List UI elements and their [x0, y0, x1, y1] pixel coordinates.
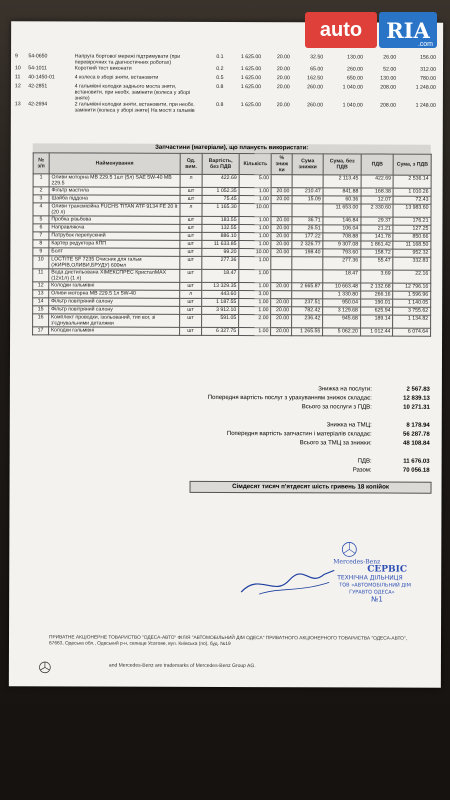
- parts-cell-name: Оливи трансмісійна FUCHS TITAN ATF 9134 FE 20 lt (20 л): [49, 203, 180, 216]
- parts-cell-qty: 5.00: [239, 175, 271, 188]
- service-cell-total: 156.00: [420, 54, 437, 61]
- parts-cell-disc: 2 665.87: [292, 283, 323, 291]
- service-cell-code: 40-1450-01: [28, 74, 55, 81]
- parts-cell-name: Оливи моторна MB 229.5 1шт (5л) SAE 5W-40 MB 229.5: [49, 174, 180, 187]
- parts-cell-vat: 29.37: [361, 217, 394, 225]
- service-cell-qty: 0.8: [216, 83, 224, 90]
- parts-cell-disc: 2 326.77: [292, 241, 323, 249]
- parts-cell-unit: шт: [180, 282, 202, 290]
- parts-cell-qty: 1.00: [239, 270, 271, 283]
- parts-cell-name: Болт: [49, 248, 180, 256]
- parts-cell-sum: 5 062.20: [323, 328, 361, 336]
- service-row: [13, 101, 438, 114]
- parts-cell-pct: 20.00: [271, 328, 292, 336]
- parts-header-cell: № з/п: [33, 153, 49, 174]
- parts-cell-total: 1 134.82: [393, 315, 431, 328]
- parts-cell-name: Направляюча: [49, 224, 180, 232]
- parts-cell-sum: 841.88: [323, 188, 361, 196]
- total-label: ПДВ:: [357, 458, 372, 465]
- parts-cell-sum: 1 330.80: [323, 291, 361, 299]
- parts-cell-n: 8: [33, 240, 49, 248]
- service-cell-price: 1 625.00: [240, 84, 262, 91]
- parts-cell-sum: 945.68: [323, 315, 361, 328]
- parts-cell-price: 591.05: [201, 314, 238, 327]
- parts-cell-qty: 1.00: [239, 283, 271, 291]
- parts-row: [33, 314, 431, 328]
- parts-cell-qty: 1.00: [239, 217, 271, 225]
- service-cell-code: 42-2694: [28, 101, 48, 108]
- parts-cell-total: 13 983.60: [393, 204, 431, 217]
- parts-cell-pct: [271, 175, 292, 188]
- service-cell-sum_disc: 260.00: [307, 84, 324, 91]
- parts-cell-price: 1 165.30: [202, 203, 239, 216]
- parts-cell-disc: 210.47: [292, 188, 323, 196]
- parts-cell-price: 183.55: [202, 216, 239, 224]
- parts-cell-name: Патрубок перепускний: [49, 232, 180, 240]
- service-cell-n: 12: [14, 83, 21, 90]
- service-cell-n: 10: [14, 65, 21, 72]
- parts-cell-name: Фільтр мастила: [49, 187, 180, 195]
- parts-cell-n: 15: [33, 306, 49, 314]
- total-value: [378, 413, 430, 422]
- parts-header-cell: Кількість: [239, 154, 271, 175]
- service-cell-sum_disc: 65.00: [310, 66, 324, 73]
- service-cell-disc: 20.00: [276, 75, 290, 82]
- parts-cell-unit: шт: [180, 314, 202, 327]
- parts-cell-name: Комплект проводки, ізольований, тип вог, зі з'єднувальними деталями: [49, 314, 180, 327]
- parts-cell-pct: 20.00: [271, 196, 292, 204]
- parts-cell-disc: [292, 270, 323, 283]
- handwritten-signature: [239, 562, 339, 602]
- parts-header-cell: % зниж ки: [272, 154, 293, 175]
- parts-cell-unit: шт: [180, 269, 202, 282]
- parts-cell-vat: 2 132.68: [361, 283, 394, 291]
- parts-cell-name: Пробка різьбова: [49, 216, 180, 224]
- service-cell-qty: 0.5: [216, 74, 224, 81]
- parts-row: [33, 327, 431, 336]
- stamp-line4: ТОВ «АВТОМОБІЛЬНИЙ ДІМ: [339, 582, 411, 589]
- service-cell-disc: 20.00: [276, 54, 290, 61]
- parts-cell-price: 886.10: [202, 232, 239, 240]
- service-cell-sum: 260.00: [347, 66, 363, 73]
- mercedes-star-icon: [39, 661, 51, 673]
- service-cell-name: 4 колеса в зборі зняти, встановити: [74, 74, 159, 81]
- parts-cell-n: 7: [33, 232, 49, 240]
- parts-cell-pct: [271, 291, 292, 299]
- total-label: Всього за послуги з ПДВ:: [301, 404, 372, 411]
- parts-cell-unit: шт: [180, 195, 202, 203]
- parts-cell-name: LOCTITE SF 7235 Очисник для гальм (ЖИРІВ,ОЛИВИ,БРУДУ) 600мл: [49, 256, 180, 269]
- parts-cell-vat: 141.78: [361, 233, 394, 241]
- parts-cell-vat: 1 861.42: [361, 241, 394, 249]
- parts-cell-qty: 1.00: [239, 233, 271, 241]
- parts-cell-qty: 1.00: [239, 196, 271, 204]
- service-cell-sum: 650.00: [347, 75, 363, 82]
- service-cell-qty: 0.1: [216, 53, 224, 60]
- parts-cell-n: 3: [33, 195, 49, 203]
- parts-cell-total: 6 074.64: [393, 328, 431, 336]
- total-value: 2 567.83: [406, 386, 430, 393]
- parts-cell-vat: 190.01: [360, 299, 393, 307]
- service-cell-disc: 20.00: [276, 66, 290, 73]
- parts-cell-name: Картер редуктора КПП: [49, 240, 180, 248]
- service-cell-vat: 130.00: [380, 75, 397, 82]
- stamp-line6: №1: [371, 595, 383, 604]
- parts-header-cell: Сума знижки: [292, 154, 323, 175]
- watermark-brand: auto: [305, 12, 377, 48]
- service-cell-sum: 1 040.00: [342, 102, 363, 109]
- parts-cell-unit: шт: [180, 298, 202, 306]
- parts-cell-pct: [271, 270, 292, 283]
- parts-cell-n: 14: [33, 298, 49, 306]
- parts-cell-disc: 177.22: [292, 233, 323, 241]
- parts-cell-n: 13: [33, 290, 49, 298]
- service-cell-disc: 20.00: [276, 84, 290, 91]
- parts-cell-unit: л: [180, 203, 202, 216]
- parts-cell-total: 22.16: [393, 270, 431, 283]
- parts-header-cell: Вартість, без ПДВ: [202, 153, 239, 174]
- service-cell-total: 1 248.00: [415, 84, 436, 91]
- parts-cell-sum: 10 663.48: [323, 283, 361, 291]
- parts-cell-vat: 158.72: [361, 249, 394, 257]
- parts-cell-qty: 1.00: [239, 299, 271, 307]
- document-page: [9, 21, 443, 688]
- service-cell-sum: 1 040.00: [342, 84, 363, 91]
- stamp-line1: Mercedes-Benz: [333, 558, 381, 566]
- parts-table: [32, 152, 432, 336]
- service-cell-n: 9: [15, 53, 18, 60]
- total-value: [378, 449, 430, 458]
- total-label: Попередня вартість запчастин і матеріалів складає:: [226, 431, 372, 438]
- parts-cell-price: 443.60: [202, 290, 239, 298]
- parts-cell-pct: 20.00: [271, 188, 292, 196]
- parts-cell-unit: шт: [180, 327, 202, 335]
- parts-cell-name: Фільтр повітряний салону: [49, 306, 180, 314]
- parts-cell-sum: 11 653.00: [323, 204, 361, 217]
- parts-cell-unit: шт: [180, 232, 202, 240]
- parts-cell-disc: [292, 204, 323, 217]
- service-cell-name: Короткий тест виконати: [74, 65, 132, 72]
- parts-cell-sum: 9 307.08: [323, 241, 361, 249]
- total-value: 11 676.03: [403, 458, 430, 465]
- parts-cell-sum: 3 129.68: [323, 307, 361, 315]
- parts-cell-vat: 21.21: [361, 225, 394, 233]
- parts-cell-qty: 1.00: [239, 257, 271, 270]
- parts-cell-n: 9: [33, 248, 49, 256]
- parts-cell-unit: шт: [180, 224, 202, 232]
- parts-cell-name: Оливи моторна MB 229.5 1л 5W-40: [49, 290, 180, 298]
- service-cell-name: Напруга бортової мережі підтримувати (при перевірочних та діагностичних роботах): [74, 53, 181, 66]
- parts-cell-unit: шт: [180, 306, 202, 314]
- parts-cell-price: 99.20: [202, 248, 239, 256]
- stamp-line3: ТЕХНІЧНА ДІЛЬНИЦЯ: [337, 574, 403, 582]
- service-row: [13, 83, 438, 102]
- service-cell-total: 780.00: [420, 75, 436, 82]
- parts-cell-sum: 950.04: [323, 299, 361, 307]
- parts-cell-total: 2 536.14: [393, 175, 431, 188]
- service-cell-name: 2 гальмівні колодки зняти, встановити, при необх. замінити (колеса у зборі зняте) На мості з гальмів: [74, 101, 195, 114]
- parts-cell-disc: [292, 291, 323, 299]
- total-label: Знижка на послуги:: [318, 386, 372, 393]
- parts-cell-qty: 1.00: [239, 188, 271, 196]
- service-cell-sum_disc: 162.50: [307, 75, 324, 82]
- service-cell-n: 13: [14, 101, 21, 108]
- parts-cell-name: Вода дистильована ХІМЕКСПРЕС КристалМАХ (12х1л) (1 л): [49, 269, 180, 282]
- service-cell-name: 4 гальмівні колодки заднього моста зняти, встановити, при необх. замінити (колеса у зборі зняте): [74, 83, 191, 102]
- parts-header-row: [33, 153, 431, 175]
- parts-cell-n: 10: [33, 256, 49, 269]
- service-cell-price: 1 625.00: [240, 54, 262, 61]
- service-cell-code: 42-2851: [28, 83, 48, 90]
- parts-cell-sum: 18.47: [323, 270, 361, 283]
- parts-cell-vat: 189.14: [360, 315, 393, 328]
- service-cell-price: 1 625.00: [240, 75, 262, 82]
- parts-cell-pct: 20.00: [271, 299, 292, 307]
- parts-section-title: Запчастини (матеріали), що плануєть використати:: [33, 143, 431, 153]
- amount-in-words: Сімдесят тисяч п'ятдесят шість гривень 18 копійок: [190, 481, 432, 494]
- parts-cell-pct: 20.00: [271, 283, 292, 291]
- service-cell-disc: 20.00: [276, 102, 290, 109]
- service-cell-price: 1 625.00: [240, 102, 262, 109]
- parts-cell-qty: 2.00: [239, 315, 271, 328]
- parts-cell-pct: [271, 204, 292, 217]
- parts-cell-price: 132.55: [202, 224, 239, 232]
- parts-cell-price: 277.36: [202, 256, 239, 269]
- parts-cell-pct: 20.00: [271, 225, 292, 233]
- parts-cell-total: 952.32: [393, 249, 431, 257]
- parts-cell-vat: 625.94: [360, 307, 393, 315]
- service-cell-vat: 52.00: [383, 66, 397, 73]
- parts-cell-sum: 146.84: [323, 217, 361, 225]
- parts-cell-name: Фільтр повітряний салону: [49, 298, 180, 306]
- parts-cell-total: 1 010.26: [393, 188, 431, 196]
- parts-cell-qty: 3.00: [239, 291, 271, 299]
- parts-header-cell: Сума, без ПДВ: [323, 154, 361, 175]
- service-cell-vat: 26.00: [383, 54, 397, 61]
- parts-cell-n: 17: [33, 327, 49, 335]
- parts-cell-disc: [292, 175, 323, 188]
- parts-cell-sum: 2 113.45: [323, 175, 361, 188]
- parts-cell-n: 2: [33, 187, 49, 195]
- parts-cell-total: 850.66: [393, 233, 431, 241]
- parts-cell-vat: 168.38: [361, 188, 394, 196]
- parts-cell-pct: 20.00: [271, 249, 292, 257]
- parts-cell-n: 11: [33, 269, 49, 282]
- parts-cell-vat: 3.69: [361, 270, 394, 283]
- parts-cell-sum: 60.36: [323, 196, 361, 204]
- total-value: 10 271.31: [403, 404, 430, 411]
- parts-cell-price: 13 329.35: [202, 282, 239, 290]
- parts-cell-n: 1: [33, 174, 49, 187]
- service-cell-sum: 130.00: [347, 54, 363, 61]
- parts-cell-unit: шт: [180, 187, 202, 195]
- parts-cell-qty: 10.00: [239, 204, 271, 217]
- parts-cell-price: 1 187.55: [202, 298, 239, 306]
- parts-cell-unit: шт: [180, 216, 202, 224]
- totals-block: [80, 384, 430, 475]
- total-value: 8 178.94: [406, 422, 430, 429]
- service-cell-n: 11: [14, 74, 21, 81]
- service-cell-qty: 0.8: [216, 101, 224, 108]
- parts-cell-unit: шт: [180, 248, 202, 256]
- parts-cell-name: Колодки гальмівні: [49, 282, 180, 290]
- parts-cell-total: 332.83: [393, 257, 431, 270]
- parts-cell-vat: 2 330.60: [361, 204, 394, 217]
- stamp-line2: СЕРВІС: [367, 564, 408, 575]
- parts-row: [33, 256, 431, 270]
- parts-cell-price: 18.47: [202, 269, 239, 282]
- parts-header-cell: Сума, з ПДВ: [393, 154, 431, 175]
- parts-cell-vat: 12.07: [361, 196, 394, 204]
- service-cell-sum_disc: 260.00: [307, 102, 323, 109]
- parts-cell-disc: 36.71: [292, 217, 323, 225]
- services-table: [13, 53, 438, 114]
- service-cell-code: 54-1011: [28, 65, 47, 72]
- total-label: Разом:: [352, 467, 372, 474]
- parts-cell-total: 72.43: [393, 196, 431, 204]
- parts-cell-disc: 26.51: [292, 225, 323, 233]
- parts-cell-unit: л: [180, 290, 202, 298]
- parts-cell-disc: [292, 257, 323, 270]
- total-row: [80, 465, 430, 475]
- parts-cell-sum: 793.60: [323, 249, 361, 257]
- parts-cell-qty: 1.00: [239, 328, 271, 336]
- parts-cell-n: 6: [33, 224, 49, 232]
- parts-cell-pct: 20.00: [271, 315, 292, 328]
- parts-cell-disc: 236.42: [291, 315, 322, 328]
- parts-cell-price: 1 052.35: [202, 187, 239, 195]
- trademark-note: and Mercedes-Benz are trademarks of Mercedes-Benz Group AG.: [108, 662, 256, 670]
- parts-cell-sum: 106.04: [323, 225, 361, 233]
- parts-cell-disc: 1 265.55: [291, 328, 322, 336]
- service-cell-code: 54-0650: [28, 53, 48, 60]
- service-cell-total: 312.00: [420, 66, 437, 73]
- parts-cell-unit: шт: [180, 256, 202, 269]
- total-label: Попередня вартість послуг з урахуванням знижок складає:: [207, 394, 372, 402]
- parts-cell-pct: 20.00: [271, 307, 292, 315]
- service-cell-qty: 0.2: [216, 65, 224, 72]
- parts-cell-pct: 20.00: [271, 241, 292, 249]
- total-value: 70 056.18: [402, 467, 430, 474]
- parts-cell-price: 3 912.10: [202, 306, 239, 314]
- parts-cell-price: 6 327.75: [201, 327, 238, 335]
- parts-cell-n: 4: [33, 203, 49, 216]
- parts-cell-n: 16: [33, 314, 49, 327]
- service-cell-price: 1 625.00: [240, 66, 262, 73]
- parts-cell-disc: 198.40: [292, 249, 323, 257]
- parts-cell-disc: 15.09: [292, 196, 323, 204]
- parts-cell-vat: 1 012.44: [360, 328, 393, 336]
- service-cell-vat: 208.00: [380, 102, 397, 109]
- parts-cell-total: 1 596.96: [393, 291, 431, 299]
- parts-cell-total: 11 168.50: [393, 241, 431, 249]
- parts-cell-total: 3 755.62: [393, 307, 431, 315]
- watermark-domain: .com: [417, 41, 433, 48]
- total-value: 56 287.78: [403, 431, 430, 438]
- parts-cell-vat: 55.47: [361, 257, 394, 270]
- parts-header-cell: Од. вим.: [180, 153, 202, 174]
- autoria-watermark-logo: [305, 12, 437, 54]
- parts-cell-n: 12: [33, 282, 49, 290]
- footer-legal-text: ПРИВАТНЕ АКЦІОНЕРНЕ ТОВАРИСТВО "ОДЕСА-АВТО" ФІЛІЯ "АВТОМОБІЛЬНИЙ ДІМ ОДЕСА" ПРИВАТНОГО АКЦІОНЕРНОГО ТОВАРИСТВА "ОДЕСА-АВТО", 67663, Одеська обл., Одеський р-н, селище Усатове, вул. Київська (по), буд. №19: [48, 635, 407, 648]
- service-cell-total: 1 248.00: [415, 102, 436, 109]
- total-value: 12 839.13: [403, 395, 430, 402]
- parts-cell-qty: 1.00: [239, 307, 271, 315]
- service-cell-sum_disc: 32.50: [310, 54, 324, 61]
- parts-cell-total: 1 140.05: [393, 299, 431, 307]
- parts-cell-total: 176.21: [393, 217, 431, 225]
- parts-cell-unit: шт: [180, 240, 202, 248]
- parts-cell-disc: 782.42: [292, 307, 323, 315]
- company-stamp: [327, 541, 437, 606]
- parts-cell-disc: 237.51: [292, 299, 323, 307]
- parts-cell-price: 422.69: [202, 174, 239, 187]
- parts-cell-total: 127.25: [393, 225, 431, 233]
- parts-cell-qty: 10.00: [239, 249, 271, 257]
- parts-cell-vat: 266.16: [360, 291, 393, 299]
- parts-cell-unit: л: [180, 174, 202, 187]
- parts-cell-pct: [271, 257, 292, 270]
- parts-cell-qty: 1.00: [239, 225, 271, 233]
- parts-cell-n: 5: [33, 216, 49, 224]
- parts-cell-price: 11 633.85: [202, 240, 239, 248]
- parts-cell-name: Шайба піддона: [49, 195, 180, 203]
- parts-cell-price: 75.45: [202, 195, 239, 203]
- parts-cell-name: Колодки гальмівні: [49, 327, 180, 335]
- watermark-brand2: RIA: [379, 12, 437, 48]
- total-value: 48 108.84: [402, 440, 430, 447]
- parts-header-cell: ПДВ: [361, 154, 394, 175]
- parts-cell-qty: 1.00: [239, 241, 271, 249]
- parts-cell-total: 12 796.16: [393, 283, 431, 291]
- parts-cell-sum: 277.36: [323, 257, 361, 270]
- stamp-line5: ГУРАВТО ОДЕСА»: [349, 589, 395, 596]
- total-label: Знижка на ТМЦ:: [326, 422, 372, 429]
- total-label: Всього за ТМЦ за знижки:: [299, 440, 372, 447]
- parts-cell-pct: 20.00: [271, 233, 292, 241]
- parts-cell-pct: 20.00: [271, 217, 292, 225]
- parts-header-cell: Найменування: [49, 153, 180, 174]
- parts-cell-vat: 422.69: [361, 175, 394, 188]
- service-cell-vat: 208.00: [380, 84, 397, 91]
- parts-cell-sum: 708.88: [323, 233, 361, 241]
